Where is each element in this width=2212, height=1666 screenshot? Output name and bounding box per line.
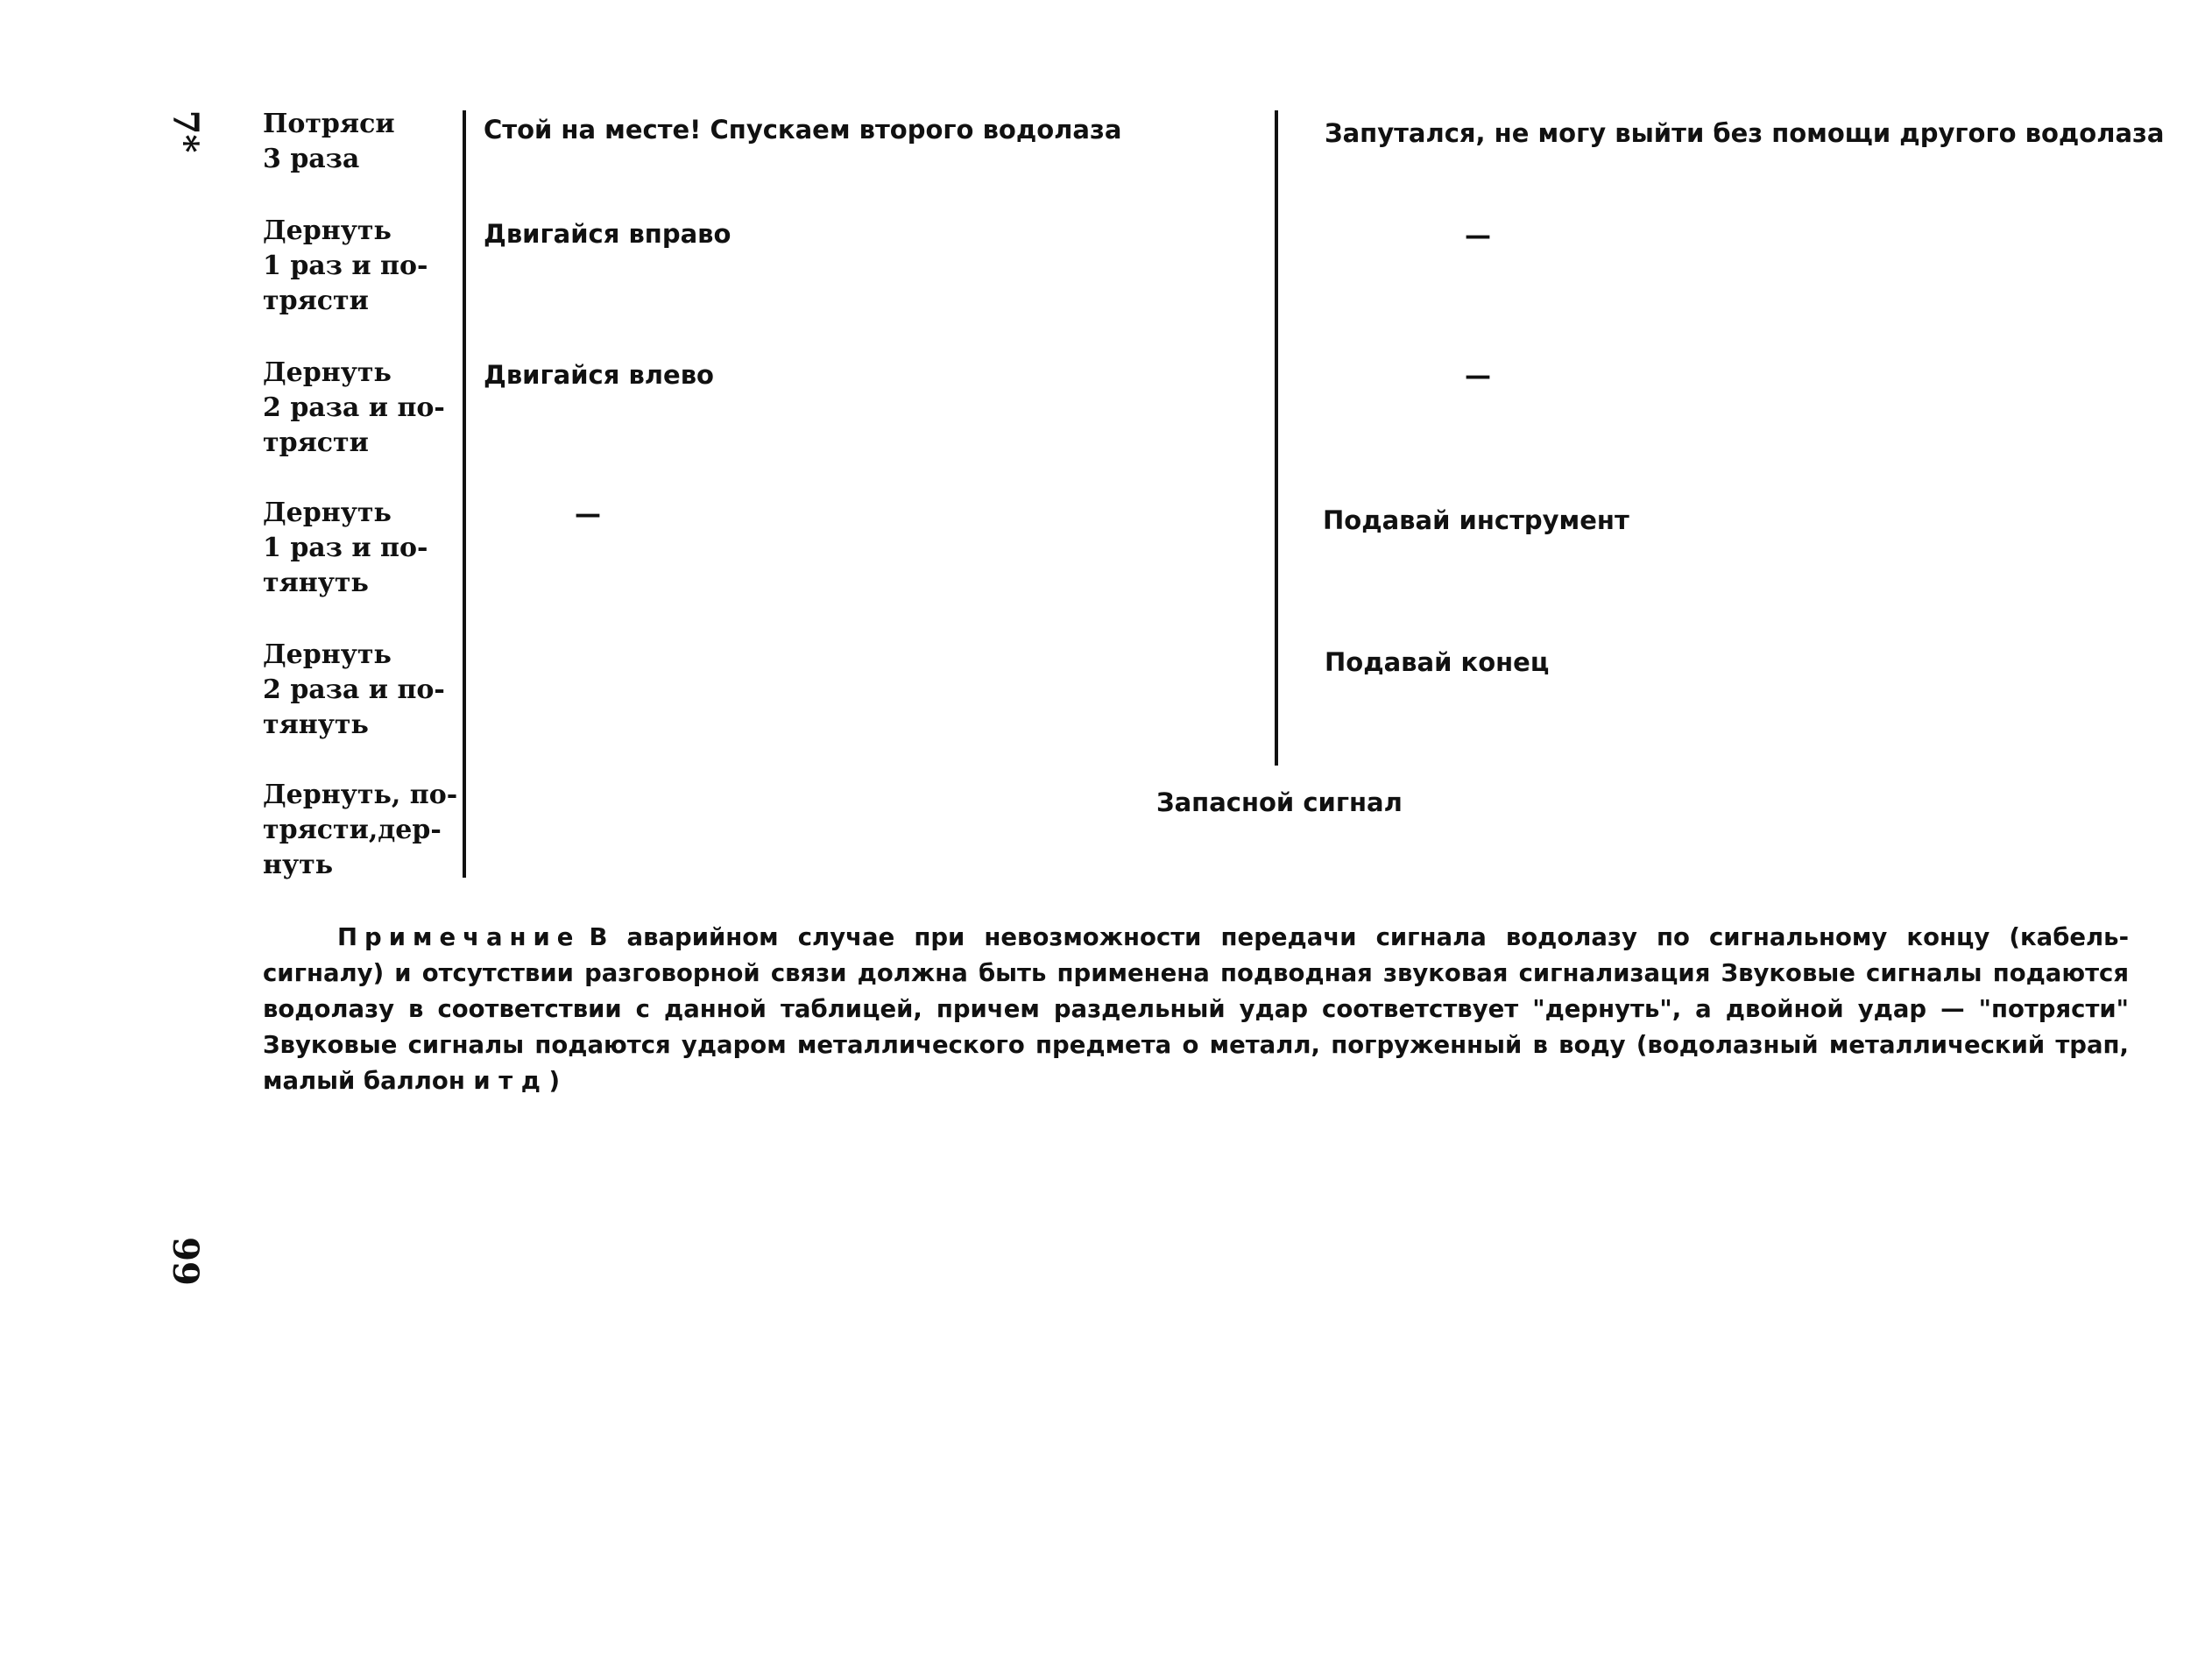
signal-cell: Дернуть 1 раз и по- тянуть bbox=[263, 498, 428, 598]
signal-cell: Дернуть 1 раз и по- трясти bbox=[263, 215, 428, 316]
signal-cell: Дернуть 2 раза и по- трясти bbox=[263, 357, 445, 458]
signal-cell: Потряси 3 раза bbox=[263, 109, 395, 174]
meaning-to-diver-cell: Двигайся вправо bbox=[484, 219, 731, 249]
meaning-from-diver-cell: Запутался, не могу выйти без помощи другого водолаза bbox=[1325, 118, 2165, 148]
spanning-meaning-cell: Запасной сигнал bbox=[1156, 787, 1403, 817]
page-number: 99 bbox=[165, 1237, 206, 1286]
meaning-from-diver-cell: Подавай инструмент bbox=[1323, 505, 1629, 535]
meaning-from-diver-cell: — bbox=[1465, 361, 1491, 392]
table-divider-right bbox=[1275, 110, 1278, 766]
meaning-from-diver-cell: Подавай конец bbox=[1325, 647, 1550, 677]
meaning-to-diver-cell: — bbox=[575, 499, 601, 530]
meaning-to-diver-cell: Стой на месте! Спускаем второго водолаза bbox=[484, 115, 1122, 145]
signal-cell: Дернуть 2 раза и по- тянуть bbox=[263, 639, 445, 740]
signal-cell: Дернуть, по- трясти,дер- нуть bbox=[263, 780, 458, 880]
meaning-to-diver-cell: Двигайся влево bbox=[484, 360, 714, 390]
note-paragraph bbox=[263, 920, 2129, 1099]
meaning-from-diver-cell: — bbox=[1465, 221, 1491, 251]
note-heading: Примечание bbox=[337, 923, 581, 951]
note-text: В аварийном случае при невозможности передачи сигнала водолазу по сигнальному концу (кабель-сигналу) и отсутствии разговорной связи должна быть применена подводная звуковая сигнализация Звуковые сигналы подаются водолазу в соответствии с данной таблицей, причем раздельный удар соответствует "дернуть", а двойной удар — "потрясти" Звуковые сигналы подаются ударом металлического предмета о металл, погруженный в воду (водолазный металлический трап, малый баллон и т д ) bbox=[263, 923, 2129, 1095]
margin-mark: 7* bbox=[165, 109, 206, 153]
